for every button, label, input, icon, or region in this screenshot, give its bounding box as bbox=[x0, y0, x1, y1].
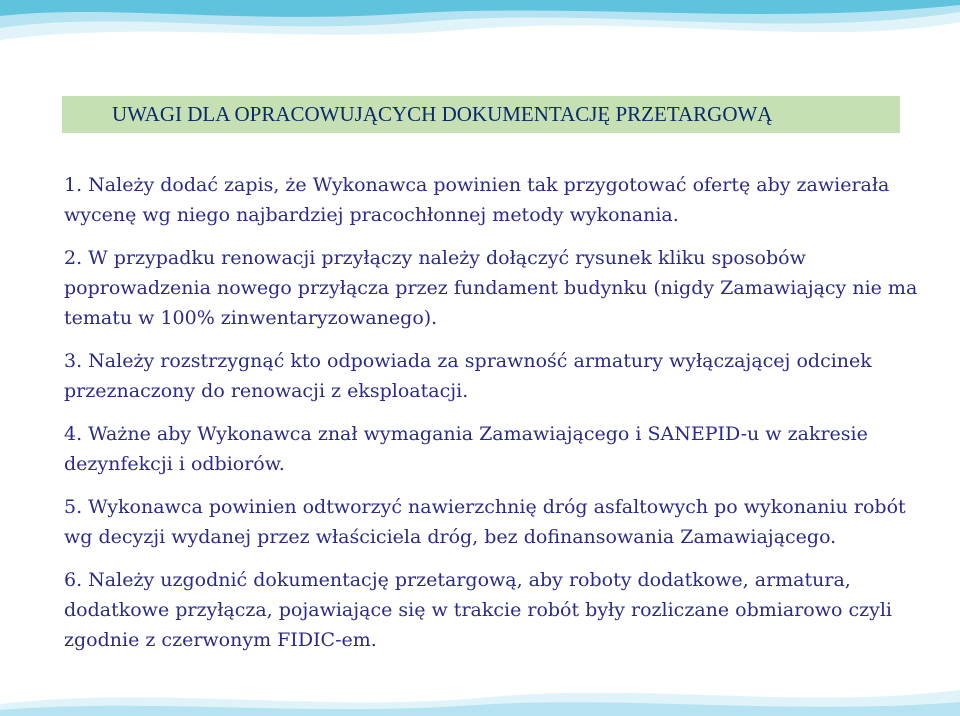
item-number: 1. bbox=[64, 174, 83, 196]
item-text: Należy dodać zapis, że Wykonawca powinien tak przygotować ofertę aby zawierała wycenę wg niego najbardziej pracochłonnej metody wykonania. bbox=[64, 174, 890, 226]
list-item bbox=[64, 565, 924, 655]
item-text: Należy rozstrzygnąć kto odpowiada za sprawność armatury wyłączającej odcinek przeznaczony do renowacji z eksploatacji. bbox=[64, 350, 872, 402]
header-wave-decoration bbox=[0, 0, 960, 80]
item-number: 2. bbox=[64, 247, 83, 269]
list-item bbox=[64, 243, 924, 333]
item-number: 4. bbox=[64, 423, 83, 445]
item-text: Wykonawca powinien odtworzyć nawierzchnię dróg asfaltowych po wykonaniu robót wg decyzji wydanej przez właściciela dróg, bez dofinansowania Zamawiającego. bbox=[64, 496, 906, 548]
item-number: 3. bbox=[64, 350, 83, 372]
list-item bbox=[64, 170, 924, 230]
item-text: W przypadku renowacji przyłączy należy dołączyć rysunek kliku sposobów poprowadzenia nowego przyłącza przez fundament budynku (nigdy Zamawiający nie ma tematu w 100% zinwentaryzowanego). bbox=[64, 247, 918, 329]
notes-list bbox=[64, 170, 924, 668]
item-text: Należy uzgodnić dokumentację przetargową, aby roboty dodatkowe, armatura, dodatkowe przyłącza, pojawiające się w trakcie robót były rozliczane obmiarowo czyli zgodnie z czerwonym FIDIC-em. bbox=[64, 569, 893, 651]
footer-wave-decoration bbox=[0, 676, 960, 716]
list-item bbox=[64, 492, 924, 552]
item-number: 5. bbox=[64, 496, 83, 518]
list-item bbox=[64, 346, 924, 406]
slide-title: UWAGI DLA OPRACOWUJĄCYCH DOKUMENTACJĘ PRZETARGOWĄ bbox=[62, 96, 900, 133]
item-number: 6. bbox=[64, 569, 83, 591]
item-text: Ważne aby Wykonawca znał wymagania Zamawiającego i SANEPID-u w zakresie dezynfekcji i odbiorów. bbox=[64, 423, 868, 475]
list-item bbox=[64, 419, 924, 479]
